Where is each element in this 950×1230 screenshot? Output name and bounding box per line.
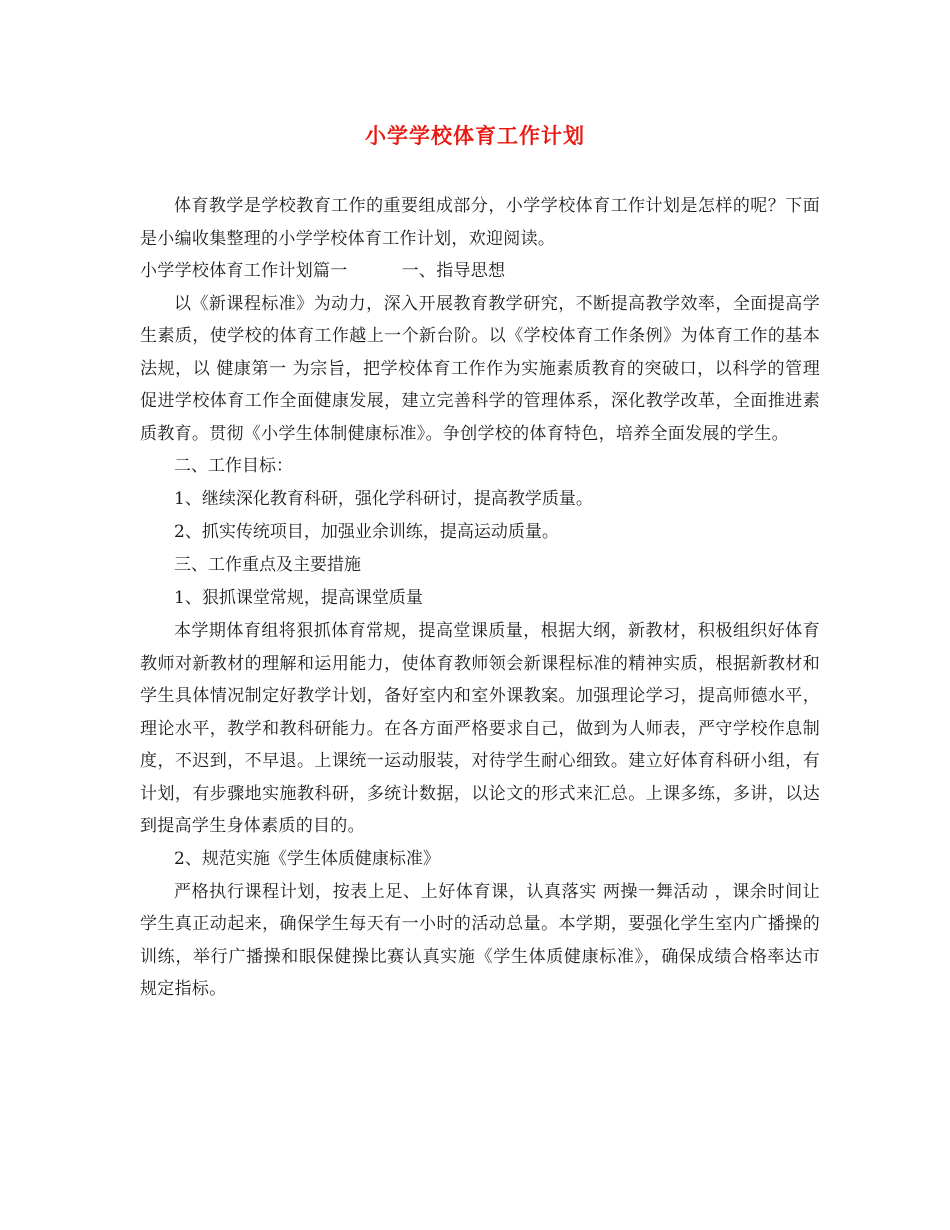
page-title: 小学学校体育工作计划 — [365, 123, 585, 148]
goal-item-2: 2、抓实传统项目，加强业余训练，提高运动质量。 — [174, 522, 559, 542]
section-label: 小学学校体育工作计划篇一 — [140, 261, 348, 281]
measures-heading: 三、工作重点及主要措施 — [174, 555, 361, 575]
section-heading: 一、指导思想 — [401, 261, 506, 281]
section-line — [140, 255, 820, 288]
goals-heading: 二、工作目标： — [174, 456, 293, 476]
measure-1-heading: 1、狠抓课堂常规，提高课堂质量 — [174, 588, 423, 608]
goal-item-1: 1、继续深化教育科研，强化学科研讨，提高教学质量。 — [174, 489, 593, 509]
measure-2-body: 严格执行课程计划，按表上足、上好体育课，认真落实 两操一舞活动 ，课余时间让学生真正动起来，确保学生每天有一小时的活动总量。本学期，要强化学生室内广播操的训练，举行广播操和眼保健操比赛认真实施《学生体质健康标准》，确保成绩合格率达市规定指标。 — [140, 881, 820, 999]
intro-paragraph: 体育教学是学校教育工作的重要组成部分，小学学校体育工作计划是怎样的呢？下面是小编收集整理的小学学校体育工作计划，欢迎阅读。 — [140, 196, 820, 249]
document-body — [140, 190, 820, 1006]
measure-1-body: 本学期体育组将狠抓体育常规，提高堂课质量，根据大纲，新教材，积极组织好体育教师对新教材的理解和运用能力，使体育教师领会新课程标准的精神实质，根据新教材和学生具体情况制定好教学计划，备好室内和室外课教案。加强理论学习，提高师德水平，理论水平，教学和教科研能力。在各方面严格要求自己，做到为人师表，严守学校作息制度，不迟到，不早退。上课统一运动服装，对待学生耐心细致。建立好体育科研小组，有计划，有步骤地实施教科研，多统计数据，以论文的形式来汇总。上课多练，多讲，以达到提高学生身体素质的目的。 — [140, 621, 820, 836]
measure-2-heading: 2、规范实施《学生体质健康标准》 — [174, 848, 440, 869]
guiding-paragraph: 以《新课程标准》为动力，深入开展教育教学研究，不断提高教学效率，全面提高学生素质，使学校的体育工作越上一个新台阶。以《学校体育工作条例》为体育工作的基本法规，以 健康第一 为宗旨，把学校体育工作作为实施素质教育的突破口，以科学的管理促进学校体育工作全面健康发展，建立完善科学的管理体系，深化教学改革，全面推进素质教育。贯彻《小学生体制健康标准》。争创学校的体育特色，培养全面发展的学生。 — [140, 293, 820, 444]
